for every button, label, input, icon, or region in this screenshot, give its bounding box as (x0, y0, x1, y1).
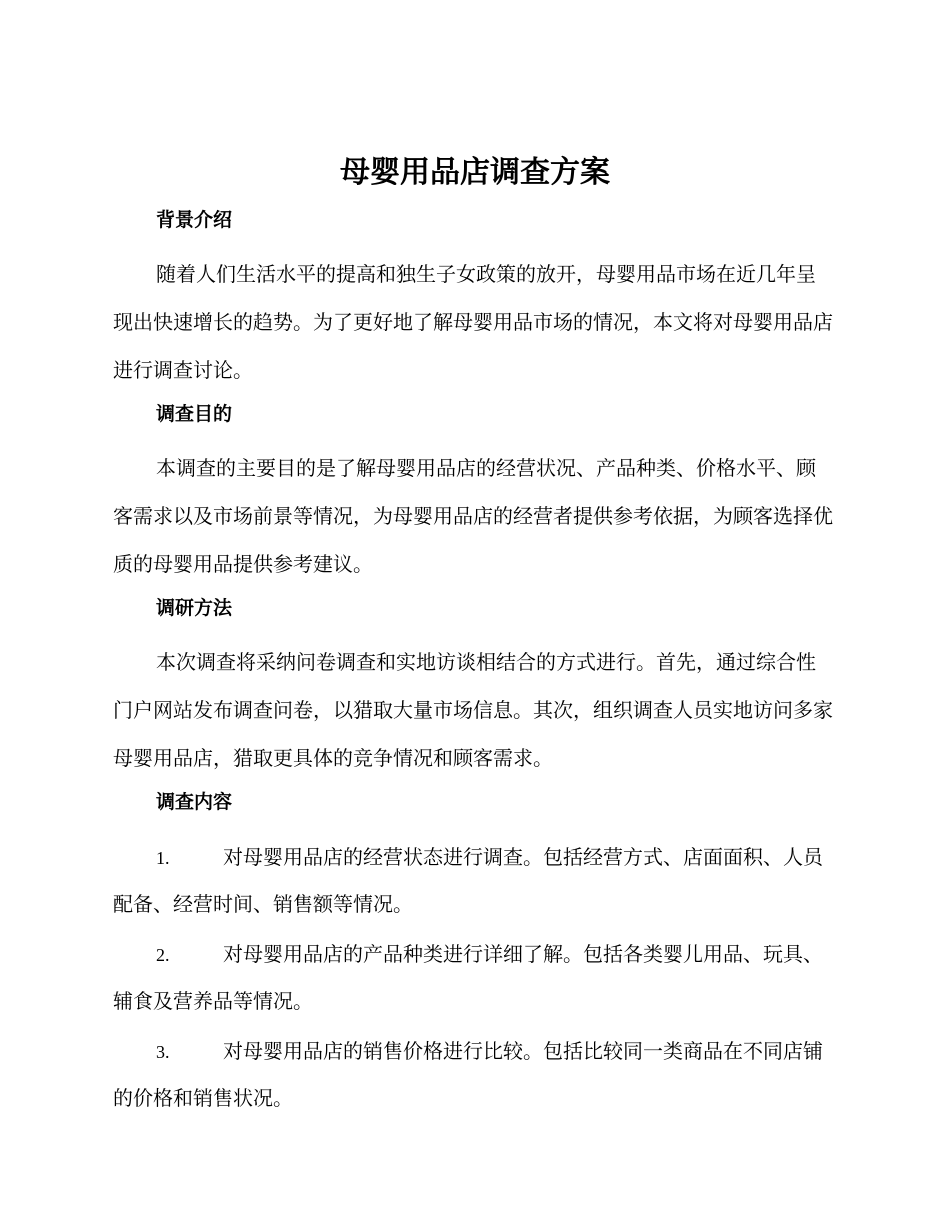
list-item-text: 对母婴用品店的经营状态进行调查。包括经营方式、店面面积、人员配备、经营时间、销售额等情况。 (113, 845, 823, 916)
list-item-number: 2. (156, 945, 170, 965)
section-heading-method: 调研方法 (156, 597, 233, 619)
list-item (113, 931, 835, 1024)
list-item-text: 对母婴用品店的销售价格进行比较。包括比较同一类商品在不同店铺的价格和销售状况。 (113, 1039, 823, 1110)
list-item-number: 1. (156, 848, 170, 868)
list-item-number: 3. (156, 1042, 170, 1062)
section-heading-background: 背景介绍 (156, 209, 233, 231)
section-heading-purpose: 调查目的 (156, 403, 233, 425)
section-text-purpose: 本调查的主要目的是了解母婴用品店的经营状况、产品种类、价格水平、顾客需求以及市场前景等情况，为母婴用品店的经营者提供参考依据，为顾客选择优质的母婴用品提供参考建议。 (113, 456, 833, 576)
section-heading-content: 调查内容 (156, 791, 233, 813)
list-item (113, 834, 835, 927)
document-title: 母婴用品店调查方案 (340, 155, 610, 190)
section-text-background: 随着人们生活水平的提高和独生子女政策的放开，母婴用品市场在近几年呈现出快速增长的趋势。为了更好地了解母婴用品市场的情况，本文将对母婴用品店进行调查讨论。 (113, 262, 833, 382)
section-text-method: 本次调查将采纳问卷调查和实地访谈相结合的方式进行。首先，通过综合性门户网站发布调查问卷，以猎取大量市场信息。其次，组织调查人员实地访问多家母婴用品店，猎取更具体的竞争情况和顾客需求。 (113, 650, 833, 770)
list-item-text: 对母婴用品店的产品种类进行详细了解。包括各类婴儿用品、玩具、辅食及营养品等情况。 (113, 942, 823, 1013)
list-item (113, 1028, 835, 1121)
